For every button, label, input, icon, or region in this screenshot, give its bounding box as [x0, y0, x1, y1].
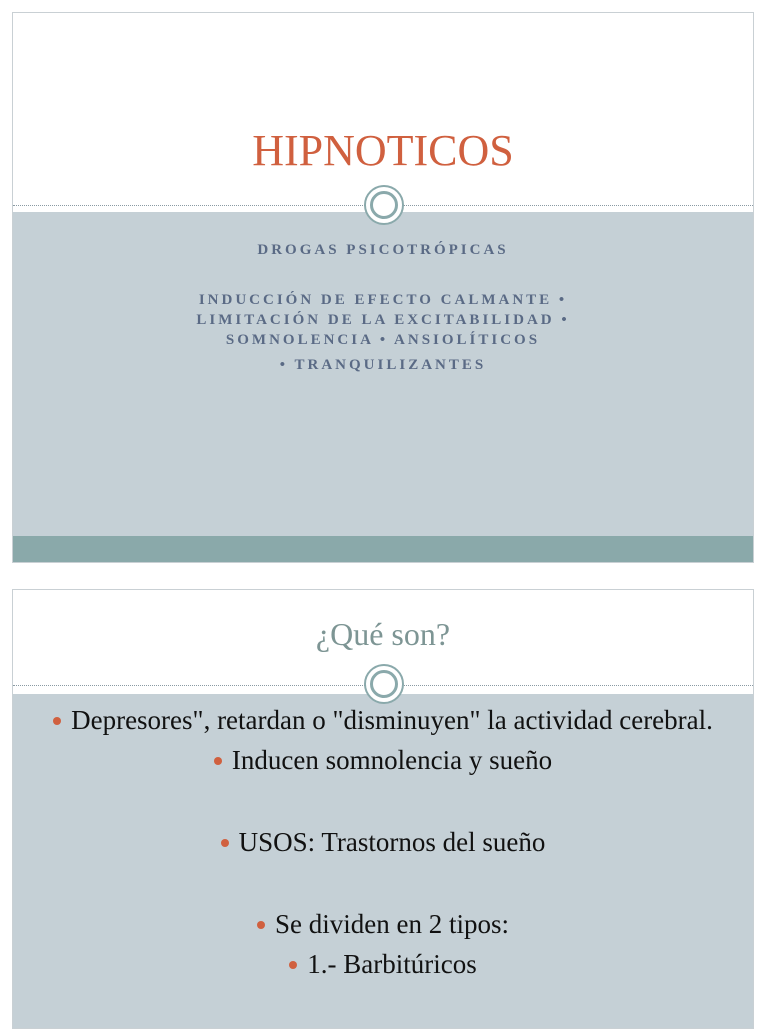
slide-title-text: ¿Qué son?	[315, 616, 451, 652]
list-item	[43, 743, 723, 777]
list-item	[43, 907, 723, 941]
divider-ring-icon	[364, 664, 404, 704]
bullet-icon	[289, 961, 297, 969]
subtitle-area	[13, 212, 753, 536]
list-item	[43, 947, 723, 981]
bullet-text: Se dividen en 2 tipos:	[275, 909, 509, 939]
slide-title-text: HIPNOTICOS	[252, 126, 514, 175]
bullet-icon	[53, 717, 61, 725]
bullet-text: Depresores", retardan o "disminuyen" la actividad cerebral.	[71, 705, 713, 735]
subtitle-line: • TRANQUILIZANTES	[279, 357, 487, 373]
slide-title	[12, 12, 754, 563]
footer-band	[13, 536, 753, 562]
subtitle-line: SOMNOLENCIA • ANSIOLÍTICOS	[225, 332, 541, 348]
subtitle-line: LIMITACIÓN DE LA EXCITABILIDAD •	[196, 312, 570, 328]
subtitle-line: INDUCCIÓN DE EFECTO CALMANTE •	[198, 292, 568, 308]
slide-content	[12, 589, 754, 1029]
subtitle-heading: DROGAS PSICOTRÓPICAS	[257, 242, 509, 258]
bullet-list	[43, 703, 723, 981]
list-item	[43, 825, 723, 859]
title-area	[13, 13, 753, 212]
bullet-icon	[221, 839, 229, 847]
list-item	[43, 703, 723, 737]
bullet-text: 1.- Barbitúricos	[307, 949, 477, 979]
divider-ring-icon	[364, 185, 404, 225]
bullet-icon	[214, 757, 222, 765]
bullet-icon	[257, 921, 265, 929]
bullet-text: USOS: Trastornos del sueño	[238, 827, 546, 857]
bullet-text: Inducen somnolencia y sueño	[231, 745, 553, 775]
